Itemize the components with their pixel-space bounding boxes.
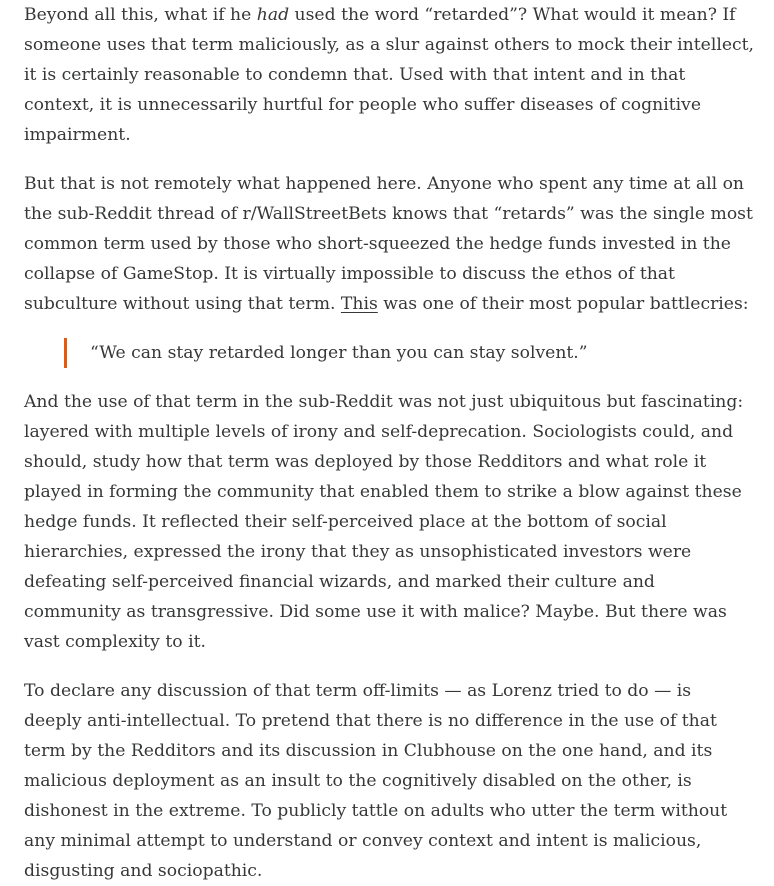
article-body (24, 0, 754, 886)
paragraph-4: To declare any discussion of that term off-limits — as Lorenz tried to do — is deeply anti-intellectual. To pretend that there is no difference in the use of that term by the Redditors and its discussion in Clubhouse on the one hand, and its malicious deployment as an insult to the cognitively disabled on the other, is dishonest in the extreme. To publicly tattle on adults who utter the term without any minimal attempt to understand or convey context and intent is malicious, disgusting and sociopathic. (24, 681, 728, 881)
paragraph-1-text-a: Beyond all this, what if he (24, 5, 257, 25)
battlecry-link[interactable]: This (340, 294, 378, 314)
paragraph-1 (24, 0, 754, 150)
paragraph-1-text-b: used the word “retarded”? What would it mean? If someone uses that term maliciously, as a slur against others to mock their intellect, it is certainly reasonable to condemn that. Used with that intent and in that context, it is unnecessarily hurtful for people who suffer diseases of cognitive impairment. (24, 5, 754, 145)
paragraph-3: And the use of that term in the sub-Reddit was not just ubiquitous but fascinating: layered with multiple levels of irony and self-deprecation. Sociologists could, and should, study how that term was deployed by those Redditors and what role it played in forming the community that enabled them to strike a blow against these hedge funds. It reflected their self-perceived place at the bottom of social hierarchies, expressed the irony that they as unsophisticated investors were defeating self-perceived financial wizards, and marked their culture and community as transgressive. Did some use it with malice? Maybe. But there was vast complexity to it. (24, 392, 744, 652)
paragraph-1-emphasis: had (256, 5, 290, 25)
paragraph-2-text-b: was one of their most popular battlecries: (377, 294, 749, 314)
pull-quote-text: “We can stay retarded longer than you can stay solvent.” (90, 343, 588, 363)
paragraph-2-text-a: But that is not remotely what happened here. Anyone who spent any time at all on the sub-Reddit thread of r/WallStreetBets knows that “retards” was the single most common term used by those who short-squeezed the hedge funds invested in the collapse of GameStop. It is virtually impossible to discuss the ethos of that subculture without using that term. (24, 174, 753, 314)
paragraph-2 (24, 169, 754, 319)
pull-quote (64, 338, 714, 368)
